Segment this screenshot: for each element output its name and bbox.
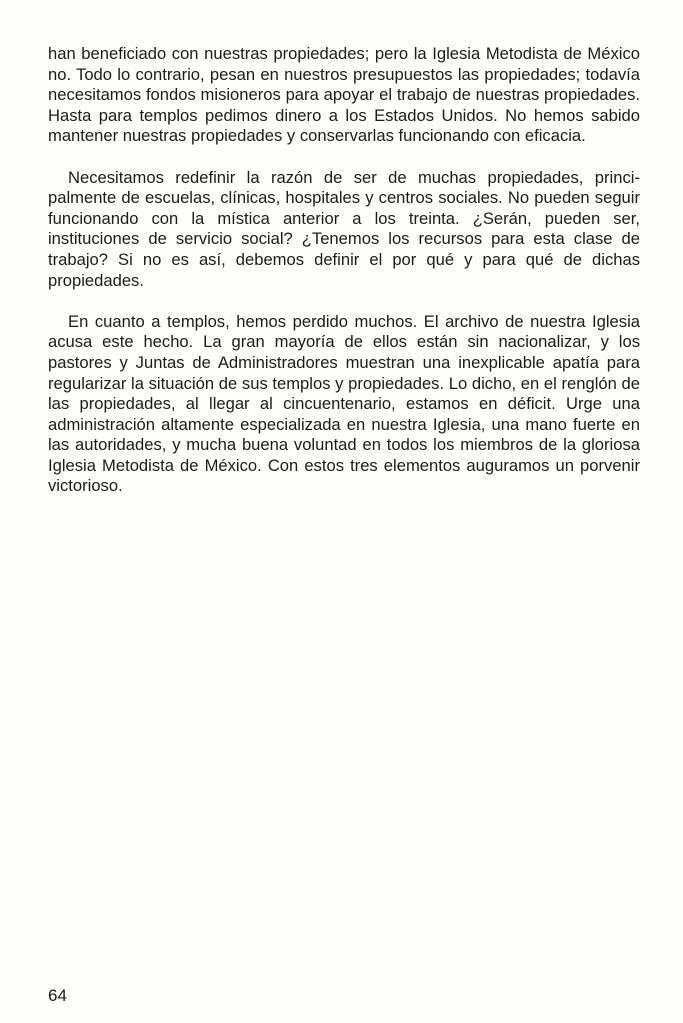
page-body (48, 44, 640, 497)
paragraph-3: En cuanto a templos, hemos perdido muchos. El archivo de nuestra Iglesia acusa este hecho. La gran mayoría de ellos están sin nacionalizar, y los pastores y Juntas de Administradores muestran una inexplicable apatía para regularizar la situación de sus templos y propiedades. Lo dicho, en el renglón de las propiedades, al llegar al cincuentenario, estamos en déficit. Urge una administración altamente especializada en nuestra Iglesia, una mano fuerte en las autoridades, y mucha buena voluntad en todos los miembros de la gloriosa Iglesia Metodista de México. Con estos tres elementos auguramos un porvenir victorioso. (48, 311, 640, 496)
paragraph-1: han beneficiado con nuestras propiedades; pero la Iglesia Metodista de México no. Todo lo contrario, pesan en nuestros presupuestos las propiedades; todavía necesitamos fondos misioneros para apoyar el trabajo de nuestras propiedades. Hasta para templos pedimos dinero a los Estados Unidos. No hemos sabido mantener nuestras propiedades y conservarlas funcionando con eficacia. (48, 44, 640, 146)
page-number: 64 (48, 986, 67, 1005)
paragraph-2: Necesitamos redefinir la razón de ser de muchas propiedades, principalmente de escuelas, clínicas, hospitales y centros sociales. No pueden seguir funcionando con la mística anterior a los treinta. ¿Serán, pueden ser, instituciones de servicio social? ¿Tenemos los recursos para esta clase de trabajo? Si no es así, debemos definir el por qué y para qué de dichas propiedades. (48, 167, 640, 290)
